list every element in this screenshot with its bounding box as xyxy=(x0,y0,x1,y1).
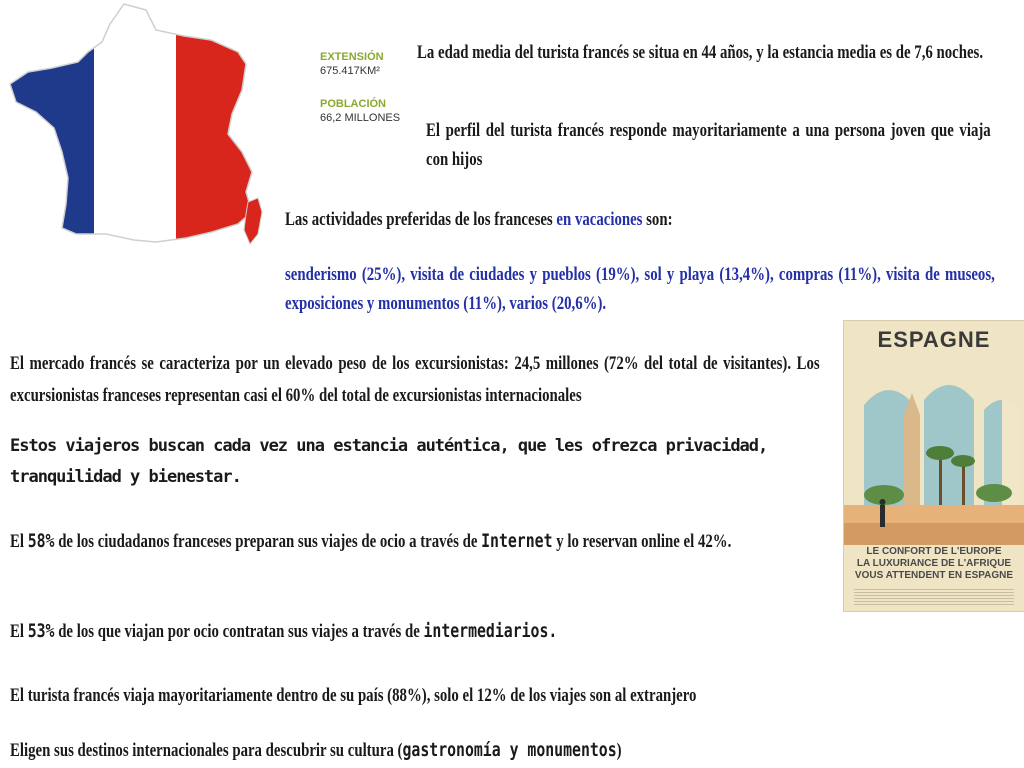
poster-line-2: LA LUXURIANCE DE L'AFRIQUE xyxy=(856,558,1012,569)
extension-label: EXTENSIÓN xyxy=(320,51,384,63)
population-stat xyxy=(320,98,400,124)
intermediaries-keyword: intermediarios. xyxy=(423,620,558,642)
destinations-paragraph: Eligen sus destinos internacionales para descubrir su cultura (gastronomía y monumentos) xyxy=(10,739,622,761)
poster-line-3: VOUS ATTENDENT EN ESPAGNE xyxy=(854,570,1014,581)
france-flag-map xyxy=(6,2,268,250)
population-value: 66,2 MILLONES xyxy=(320,112,401,124)
vacation-highlight: en vacaciones xyxy=(556,209,643,230)
market-paragraph: El mercado francés se caracteriza por un elevado peso de los excursionistas: 24,5 millones (72% del total de visitantes). Los excursionistas franceses representan casi el 60% del total de excursionistas internacionales xyxy=(10,353,820,406)
destinations-keyword: gastronomía y monumentos xyxy=(402,739,617,761)
activities-heading: Las actividades preferidas de los franceses en vacaciones son: xyxy=(285,209,673,230)
intermediaries-pct: 53% xyxy=(27,620,55,642)
extension-value: 675.417KM² xyxy=(320,65,380,77)
poster-fine-print xyxy=(854,587,1014,605)
market-highlight: 72% xyxy=(608,353,639,374)
age-stay-paragraph: La edad media del turista francés se situa en 44 años, y la estancia media es de 7,6 noches. xyxy=(417,42,984,63)
extension-stat xyxy=(320,51,384,77)
domestic-paragraph: El turista francés viaja mayoritariamente dentro de su país (88%), solo el 12% de los viajes son al extranjero xyxy=(10,685,697,706)
travelers-paragraph: Estos viajeros buscan cada vez una estancia auténtica, que les ofrezca privacidad, tranquilidad y bienestar. xyxy=(10,436,768,487)
intermediaries-paragraph: El 53% de los que viajan por ocio contratan sus viajes a través de intermediarios. xyxy=(10,620,558,642)
poster-illustration xyxy=(844,355,1024,545)
poster-line-1: LE CONFORT DE L'EUROPE xyxy=(866,546,1002,557)
internet-paragraph: El 58% de los ciudadanos franceses preparan sus viajes de ocio a través de Internet y lo reservan online el 42%. xyxy=(10,530,732,552)
poster-slogan xyxy=(850,546,1018,582)
population-label: POBLACIÓN xyxy=(320,98,386,110)
espagne-poster xyxy=(843,320,1024,612)
internet-pct: 58% xyxy=(27,530,55,552)
profile-paragraph: El perfil del turista francés responde mayoritariamente a una persona joven que viaja con hijos xyxy=(426,120,991,170)
poster-title: ESPAGNE xyxy=(877,327,991,352)
activities-list: senderismo (25%), visita de ciudades y pueblos (19%), sol y playa (13,4%), compras (11%), visita de museos, exposiciones y monumentos (11%), varios (20,6%). xyxy=(285,264,995,314)
internet-keyword: Internet xyxy=(481,530,553,552)
